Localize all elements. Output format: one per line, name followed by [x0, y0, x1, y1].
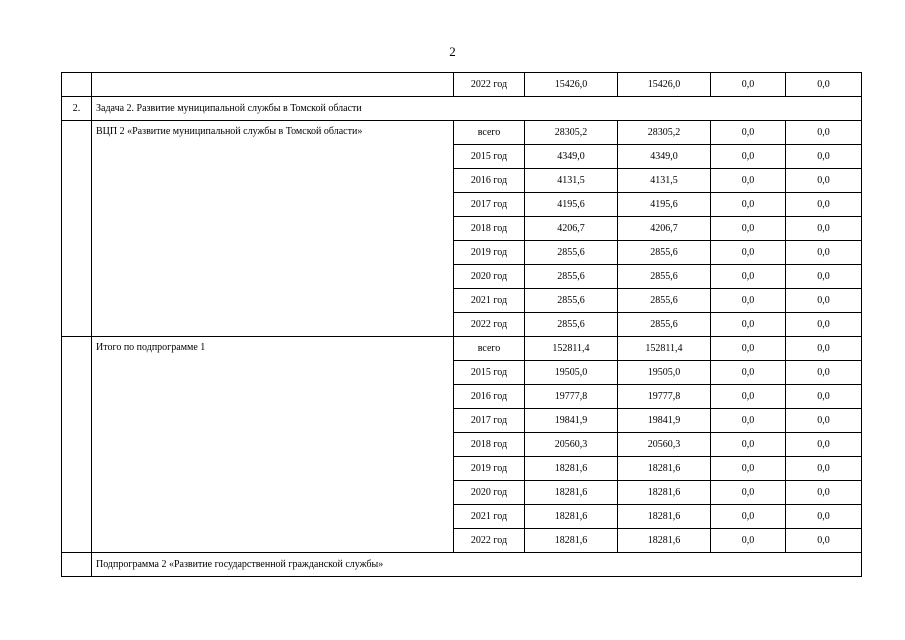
value-cell: 4195,6	[618, 193, 711, 217]
value-cell: 0,0	[786, 313, 862, 337]
year-cell: 2017 год	[454, 409, 525, 433]
value-cell: 0,0	[711, 313, 786, 337]
value-cell: 15426,0	[618, 73, 711, 97]
subprogram-title: Подпрограмма 2 «Развитие государственной гражданской службы»	[92, 553, 862, 577]
value-cell: 0,0	[711, 121, 786, 145]
value-cell: 18281,6	[618, 505, 711, 529]
year-cell: 2022 год	[454, 529, 525, 553]
total-cell: 15426,0	[525, 73, 618, 97]
total-cell: 4131,5	[525, 169, 618, 193]
value-cell: 0,0	[711, 457, 786, 481]
value-cell: 4349,0	[618, 145, 711, 169]
index-cell	[62, 121, 92, 337]
value-cell: 0,0	[711, 505, 786, 529]
value-cell: 4131,5	[618, 169, 711, 193]
value-cell: 4206,7	[618, 217, 711, 241]
value-cell: 0,0	[711, 481, 786, 505]
value-cell: 0,0	[711, 169, 786, 193]
value-cell: 0,0	[786, 265, 862, 289]
total-cell: 19505,0	[525, 361, 618, 385]
name-cell	[92, 73, 454, 97]
year-cell: 2016 год	[454, 385, 525, 409]
value-cell: 0,0	[786, 217, 862, 241]
table-row	[62, 73, 862, 97]
value-cell: 0,0	[711, 193, 786, 217]
total-cell: 19841,9	[525, 409, 618, 433]
value-cell: 0,0	[711, 265, 786, 289]
year-cell: 2021 год	[454, 505, 525, 529]
value-cell: 0,0	[786, 145, 862, 169]
total-cell: 4195,6	[525, 193, 618, 217]
year-cell: 2019 год	[454, 457, 525, 481]
year-cell: всего	[454, 121, 525, 145]
index-cell	[62, 337, 92, 553]
year-cell: 2022 год	[454, 73, 525, 97]
total-cell: 2855,6	[525, 241, 618, 265]
table-row	[62, 121, 862, 145]
value-cell: 0,0	[786, 505, 862, 529]
value-cell: 0,0	[711, 409, 786, 433]
value-cell: 20560,3	[618, 433, 711, 457]
total-cell: 2855,6	[525, 265, 618, 289]
total-cell: 18281,6	[525, 505, 618, 529]
total-cell: 18281,6	[525, 481, 618, 505]
table-row	[62, 337, 862, 361]
budget-table	[61, 72, 862, 577]
year-cell: 2015 год	[454, 145, 525, 169]
value-cell: 152811,4	[618, 337, 711, 361]
value-cell: 0,0	[711, 361, 786, 385]
value-cell: 18281,6	[618, 481, 711, 505]
page-number: 2	[449, 44, 456, 59]
value-cell: 0,0	[711, 529, 786, 553]
index-cell	[62, 73, 92, 97]
task-title: Задача 2. Развитие муниципальной службы в Томской области	[92, 97, 862, 121]
task-row	[62, 97, 862, 121]
year-cell: 2016 год	[454, 169, 525, 193]
value-cell: 19841,9	[618, 409, 711, 433]
value-cell: 2855,6	[618, 241, 711, 265]
value-cell: 0,0	[786, 73, 862, 97]
value-cell: 0,0	[711, 433, 786, 457]
year-cell: 2020 год	[454, 481, 525, 505]
year-cell: 2022 год	[454, 313, 525, 337]
year-cell: 2015 год	[454, 361, 525, 385]
value-cell: 0,0	[786, 529, 862, 553]
value-cell: 18281,6	[618, 529, 711, 553]
value-cell: 0,0	[711, 217, 786, 241]
index-cell	[62, 553, 92, 577]
value-cell: 19777,8	[618, 385, 711, 409]
program-name: ВЦП 2 «Развитие муниципальной службы в Томской области»	[92, 121, 454, 337]
value-cell: 2855,6	[618, 265, 711, 289]
total-cell: 2855,6	[525, 313, 618, 337]
value-cell: 18281,6	[618, 457, 711, 481]
total-cell: 18281,6	[525, 457, 618, 481]
value-cell: 0,0	[711, 241, 786, 265]
total-cell: 28305,2	[525, 121, 618, 145]
value-cell: 0,0	[711, 337, 786, 361]
program-name: Итого по подпрограмме 1	[92, 337, 454, 553]
value-cell: 0,0	[786, 289, 862, 313]
subprogram-row	[62, 553, 862, 577]
value-cell: 2855,6	[618, 313, 711, 337]
total-cell: 4349,0	[525, 145, 618, 169]
task-index: 2.	[62, 97, 92, 121]
value-cell: 0,0	[786, 361, 862, 385]
value-cell: 0,0	[786, 241, 862, 265]
total-cell: 19777,8	[525, 385, 618, 409]
year-cell: 2018 год	[454, 217, 525, 241]
value-cell: 0,0	[786, 121, 862, 145]
value-cell: 0,0	[711, 73, 786, 97]
value-cell: 0,0	[786, 409, 862, 433]
value-cell: 0,0	[711, 145, 786, 169]
year-cell: 2020 год	[454, 265, 525, 289]
value-cell: 0,0	[711, 385, 786, 409]
year-cell: 2019 год	[454, 241, 525, 265]
year-cell: 2018 год	[454, 433, 525, 457]
total-cell: 152811,4	[525, 337, 618, 361]
value-cell: 0,0	[786, 385, 862, 409]
value-cell: 0,0	[786, 193, 862, 217]
total-cell: 20560,3	[525, 433, 618, 457]
total-cell: 2855,6	[525, 289, 618, 313]
total-cell: 4206,7	[525, 217, 618, 241]
value-cell: 0,0	[786, 337, 862, 361]
value-cell: 19505,0	[618, 361, 711, 385]
value-cell: 0,0	[786, 481, 862, 505]
year-cell: 2017 год	[454, 193, 525, 217]
value-cell: 0,0	[711, 289, 786, 313]
value-cell: 0,0	[786, 433, 862, 457]
value-cell: 28305,2	[618, 121, 711, 145]
value-cell: 0,0	[786, 169, 862, 193]
value-cell: 0,0	[786, 457, 862, 481]
year-cell: 2021 год	[454, 289, 525, 313]
total-cell: 18281,6	[525, 529, 618, 553]
value-cell: 2855,6	[618, 289, 711, 313]
year-cell: всего	[454, 337, 525, 361]
